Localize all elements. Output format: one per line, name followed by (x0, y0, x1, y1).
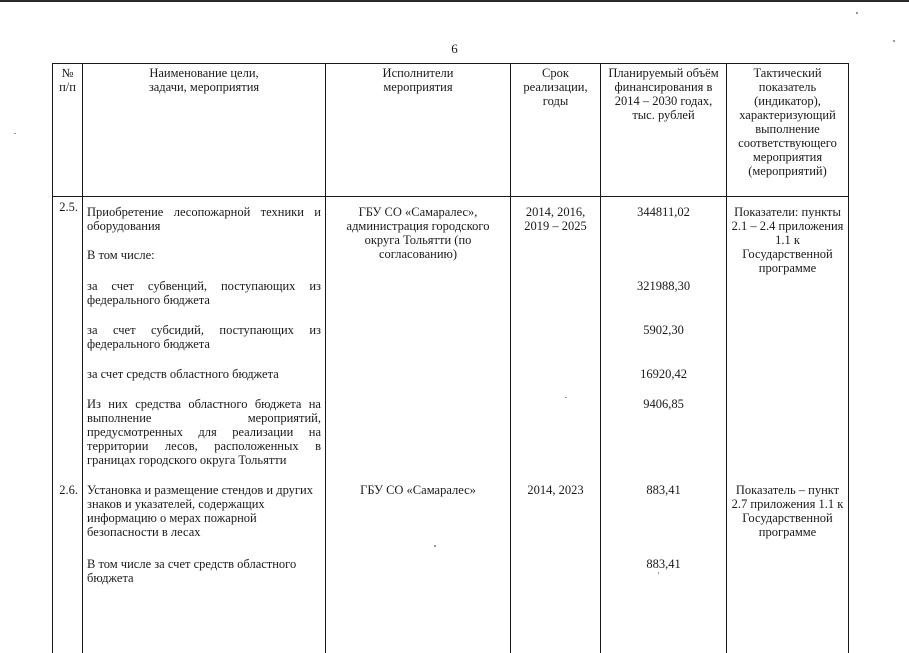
scan-speck (658, 572, 659, 574)
scan-speck (565, 397, 567, 398)
sub-item-name: за счет средств областного бюджета (87, 367, 279, 381)
row-period-cell (511, 483, 601, 653)
header-name: Наименование цели, задачи, мероприятия (83, 64, 326, 197)
sub-item-name: В том числе за счет средств областного бюджета (87, 557, 297, 585)
scan-speck (14, 133, 16, 134)
row-period-cell (511, 200, 601, 483)
row-name-cell (83, 200, 326, 483)
row-funding: 344811,02 (637, 205, 690, 219)
row-number: 2.5. (53, 200, 83, 483)
row-indicator-cell (727, 483, 849, 653)
scan-speck (893, 40, 895, 42)
header-executors: Исполнители мероприятия (326, 64, 511, 197)
row-executors-cell (326, 483, 511, 653)
header-period: Срок реализации, годы (511, 64, 601, 197)
sub-item-name: за счет субвенций, поступающих из федерального бюджета (87, 279, 321, 307)
row-name: Приобретение лесопожарной техники и оборудования (87, 205, 321, 233)
program-table (52, 63, 849, 653)
scan-speck (434, 545, 436, 547)
sub-item-name: за счет субсидий, поступающих из федерального бюджета (87, 323, 321, 351)
row-funding-cell (601, 483, 727, 653)
header-num: № п/п (53, 64, 83, 197)
row-number: 2.6. (53, 483, 83, 653)
header-funding: Планируемый объём финансирования в 2014 – 2030 годах, тыс. рублей (601, 64, 727, 197)
row-indicator: Показатели: пункты 2.1 – 2.4 приложения 1.1 к Государственной программе (731, 205, 844, 275)
row-name-cell (83, 483, 326, 653)
row-period: 2014, 2016, 2019 – 2025 (524, 205, 587, 233)
row-period: 2014, 2023 (527, 483, 584, 497)
row-funding-cell (601, 200, 727, 483)
sub-item-funding: 321988,30 (636, 279, 691, 293)
row-executors: ГБУ СО «Самаралес», администрация городского округа Тольятти (по согласованию) (346, 205, 490, 261)
row-subtitle: В том числе: (87, 248, 155, 262)
row-executors: ГБУ СО «Самаралес» (360, 483, 476, 497)
table-header (53, 64, 849, 197)
sub-item-funding: 9406,85 (643, 397, 684, 411)
row-name: Установка и размещение стендов и других знаков и указателей, содержащих информацию о мерах пожарной безопасности в лесах (87, 483, 313, 539)
row-executors-cell (326, 200, 511, 483)
row-indicator-cell (727, 200, 849, 483)
sub-item-funding: 883,41 (646, 557, 681, 571)
scan-edge (0, 0, 909, 2)
sub-item-funding: 5902,30 (643, 323, 684, 337)
row-indicator: Показатель – пункт 2.7 приложения 1.1 к Государственной программе (731, 483, 844, 539)
page-number: 6 (451, 41, 458, 56)
table-row (53, 200, 849, 483)
row-funding: 883,41 (646, 483, 681, 497)
sub-item-name: Из них средства областного бюджета на выполнение мероприятий, предусмотренных для реализации на территории лесов, расположенных в границах городского округа Тольятти (87, 397, 321, 467)
header-indicator: Тактический показатель (индикатор), характеризующий выполнение соответствующего мероприятия (мероприятий) (727, 64, 849, 197)
scan-speck (856, 12, 858, 14)
sub-item-funding: 16920,42 (640, 367, 687, 381)
table-row (53, 483, 849, 653)
